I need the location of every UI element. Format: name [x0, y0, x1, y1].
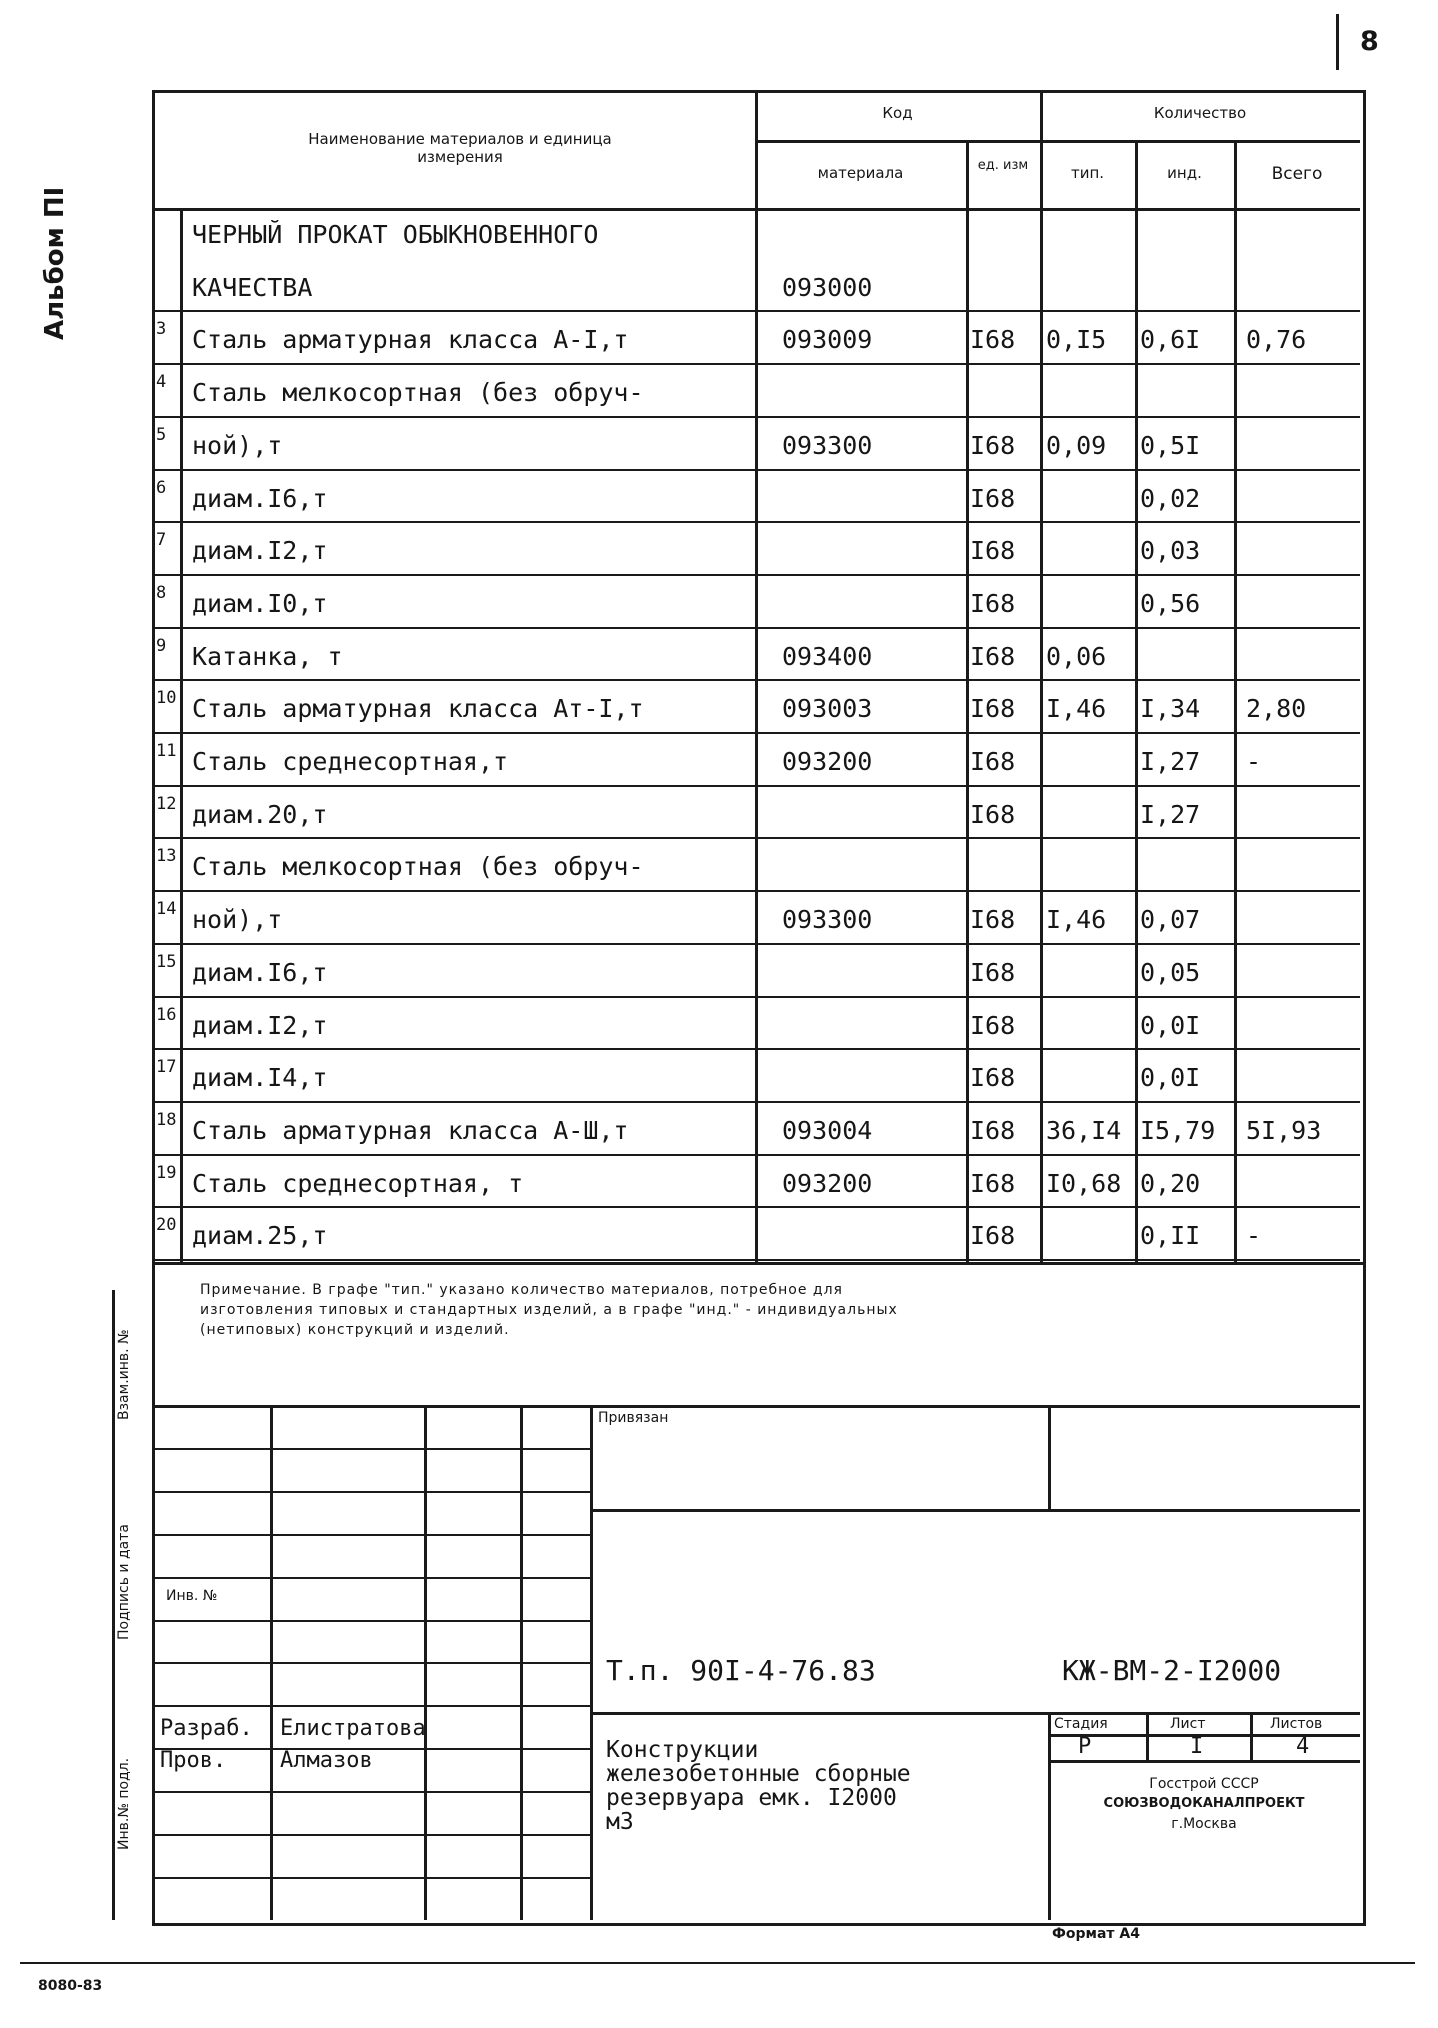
- table-cell-ind: I5,79: [1140, 1115, 1216, 1145]
- table-cell-ind: 0,56: [1140, 588, 1201, 618]
- checker-name: Алмазов: [280, 1748, 373, 1773]
- org-line1: Госстрой СССР: [1149, 1776, 1259, 1792]
- table-cell-name: диам.25,т: [192, 1221, 328, 1251]
- table-cell-n: 5: [156, 424, 167, 445]
- table-cell-n: 8: [156, 582, 167, 603]
- table-cell-n: 17: [156, 1057, 177, 1078]
- table-cell-name: Сталь среднесортная,т: [192, 747, 509, 776]
- table-cell-name: Сталь среднесортная, т: [192, 1168, 524, 1198]
- table-cell-typ: 0,09: [1046, 430, 1107, 460]
- table-cell-unit: I68: [970, 1115, 1016, 1145]
- table-cell-total: 2,80: [1246, 694, 1307, 724]
- page-number: 8: [1360, 26, 1379, 57]
- stamp-inv-podl: Инв.№ подл.: [116, 1757, 132, 1850]
- sheet-code: КЖ-ВМ-2-I2000: [1062, 1654, 1282, 1687]
- sheet-value: I: [1190, 1734, 1204, 1759]
- table-cell-n: 15: [156, 951, 177, 972]
- note-text: Примечание. В графе "тип." указано количество материалов, потребное для изготовления типовых и стандартных изделий, а в графе "инд." - индивидуальных (нетиповых) конструкций и изделий.: [200, 1282, 898, 1338]
- table-cell-unit: I68: [970, 325, 1016, 355]
- table-cell-code: 093200: [782, 747, 873, 776]
- table-cell-name: диам.I6,т: [192, 957, 328, 987]
- table-cell-name: Сталь арматурная класса А-Ш,т: [192, 1115, 629, 1145]
- table-cell-unit: I68: [970, 957, 1016, 987]
- table-cell-unit: I68: [970, 905, 1016, 935]
- table-cell-ind: 0,20: [1140, 1168, 1201, 1198]
- table-cell-unit: I68: [970, 430, 1016, 460]
- table-cell-n: 12: [156, 793, 177, 814]
- bottom-code: 8080-83: [38, 1978, 103, 1994]
- table-cell-n: 11: [156, 741, 177, 761]
- table-cell-code: 093009: [782, 325, 873, 355]
- org-line2: СОЮЗВОДОКАНАЛПРОЕКТ: [1103, 1796, 1305, 1811]
- table-cell-unit: I68: [970, 1168, 1016, 1198]
- table-cell-code: 093200: [782, 1168, 873, 1198]
- inv-no-label: Инв. №: [166, 1588, 218, 1604]
- org-line3: г.Москва: [1171, 1816, 1237, 1832]
- table-cell-name: Сталь арматурная класса Ат-I,т: [192, 694, 644, 724]
- table-cell-ind: 0,II: [1140, 1221, 1201, 1251]
- table-cell-typ: I,46: [1046, 905, 1107, 935]
- table-cell-unit: I68: [970, 1010, 1016, 1040]
- table-cell-ind: I,27: [1140, 747, 1201, 776]
- header-code: Код: [882, 104, 913, 122]
- table-cell-typ: 0,06: [1046, 641, 1107, 671]
- table-cell-total: 0,76: [1246, 325, 1307, 355]
- stage-label: Стадия: [1054, 1716, 1108, 1732]
- table-cell-name: Катанка, т: [192, 641, 343, 671]
- table-cell-ind: 0,07: [1140, 905, 1201, 935]
- table-cell-unit: I68: [970, 1063, 1016, 1093]
- table-cell-name: диам.I6,т: [192, 483, 328, 513]
- table-cell-code: 093000: [782, 272, 873, 302]
- table-cell-ind: I,27: [1140, 799, 1201, 829]
- table-cell-code: 093004: [782, 1115, 873, 1145]
- table-cell-n: 20: [156, 1215, 177, 1236]
- developer-name: Елистратова: [280, 1716, 426, 1741]
- table-cell-name: КАЧЕСТВА: [192, 272, 313, 302]
- table-cell-ind: 0,05: [1140, 957, 1201, 987]
- table-cell-typ: I,46: [1046, 694, 1107, 724]
- table-cell-unit: I68: [970, 799, 1016, 829]
- header-unit: ед. изм: [977, 158, 1029, 173]
- table-cell-typ: I0,68: [1046, 1168, 1122, 1198]
- table-cell-n: 3: [156, 319, 167, 340]
- doc-code: Т.п. 90I-4-76.83: [606, 1654, 876, 1687]
- table-cell-code: 093300: [782, 905, 873, 935]
- table-cell-total: -: [1246, 1221, 1262, 1251]
- header-typ: тип.: [1070, 164, 1105, 182]
- sheets-value: 4: [1296, 1734, 1310, 1759]
- table-cell-name: ной),т: [192, 905, 283, 935]
- table-cell-n: 6: [156, 477, 167, 498]
- format-label: Формат А4: [1052, 1926, 1140, 1942]
- table-cell-ind: 0,03: [1140, 536, 1201, 566]
- table-cell-n: 10: [156, 688, 177, 709]
- table-cell-unit: I68: [970, 536, 1016, 566]
- table-cell-name: диам.I2,т: [192, 536, 328, 566]
- table-cell-code: 093300: [782, 430, 873, 460]
- drawing-title: Конструкции железобетонные сборные резервуара емк. I2000 м3: [606, 1737, 911, 1835]
- table-cell-ind: 0,0I: [1140, 1010, 1201, 1040]
- table-cell-name: Сталь мелкосортная (без обруч-: [192, 852, 644, 882]
- table-cell-n: 19: [156, 1162, 177, 1183]
- table-cell-n: 16: [156, 1004, 177, 1025]
- header-material: материала: [817, 164, 904, 182]
- stamp-podpis: Подпись и дата: [116, 1524, 132, 1640]
- table-cell-n: 7: [156, 530, 167, 551]
- table-cell-n: 4: [156, 372, 167, 393]
- table-cell-n: 18: [156, 1109, 177, 1130]
- table-cell-code: 093003: [782, 694, 873, 724]
- table-cell-ind: 0,6I: [1140, 325, 1201, 355]
- side-label: Альбом ПI: [40, 186, 70, 340]
- table-cell-typ: 0,I5: [1046, 325, 1107, 355]
- table-cell-unit: I68: [970, 588, 1016, 618]
- header-quantity: Количество: [1153, 104, 1247, 122]
- privyazan-label: Привязан: [598, 1410, 669, 1426]
- table-cell-total: -: [1246, 747, 1262, 776]
- developer-role: Разраб.: [160, 1716, 253, 1741]
- table-cell-name: диам.I4,т: [192, 1063, 328, 1093]
- table-cell-name: Сталь арматурная класса А-I,т: [192, 325, 629, 355]
- table-cell-unit: I68: [970, 1221, 1016, 1251]
- header-ind: инд.: [1167, 164, 1202, 182]
- stage-value: Р: [1078, 1734, 1092, 1759]
- table-cell-ind: 0,0I: [1140, 1063, 1201, 1093]
- table-cell-unit: I68: [970, 641, 1016, 671]
- sheet-label: Лист: [1170, 1716, 1206, 1732]
- table-cell-unit: I68: [970, 747, 1016, 776]
- table-cell-name: ной),т: [192, 430, 283, 460]
- main-frame: [152, 90, 1366, 1926]
- table-cell-n: 9: [156, 635, 167, 656]
- table-cell-name: диам.I2,т: [192, 1010, 328, 1040]
- sheets-label: Листов: [1270, 1716, 1323, 1732]
- table-cell-unit: I68: [970, 694, 1016, 724]
- table-cell-typ: 36,I4: [1046, 1115, 1122, 1145]
- table-cell-name: диам.20,т: [192, 799, 328, 829]
- table-cell-ind: 0,5I: [1140, 430, 1201, 460]
- table-cell-name: диам.I0,т: [192, 588, 328, 618]
- table-cell-code: 093400: [782, 641, 873, 671]
- table-cell-unit: I68: [970, 483, 1016, 513]
- table-cell-n: 13: [156, 846, 177, 867]
- header-total: Всего: [1271, 164, 1323, 184]
- header-name-col: Наименование материалов и единица измерения: [308, 130, 612, 166]
- table-cell-name: ЧЕРНЫЙ ПРОКАТ ОБЫКНОВЕННОГО: [192, 220, 599, 249]
- checker-role: Пров.: [160, 1748, 227, 1773]
- table-cell-name: Сталь мелкосортная (без обруч-: [192, 378, 644, 408]
- table-cell-n: 14: [156, 899, 177, 920]
- stamp-vzam: Взам.инв. №: [116, 1329, 132, 1420]
- table-cell-ind: I,34: [1140, 694, 1201, 724]
- table-cell-total: 5I,93: [1246, 1115, 1322, 1145]
- table-cell-ind: 0,02: [1140, 483, 1201, 513]
